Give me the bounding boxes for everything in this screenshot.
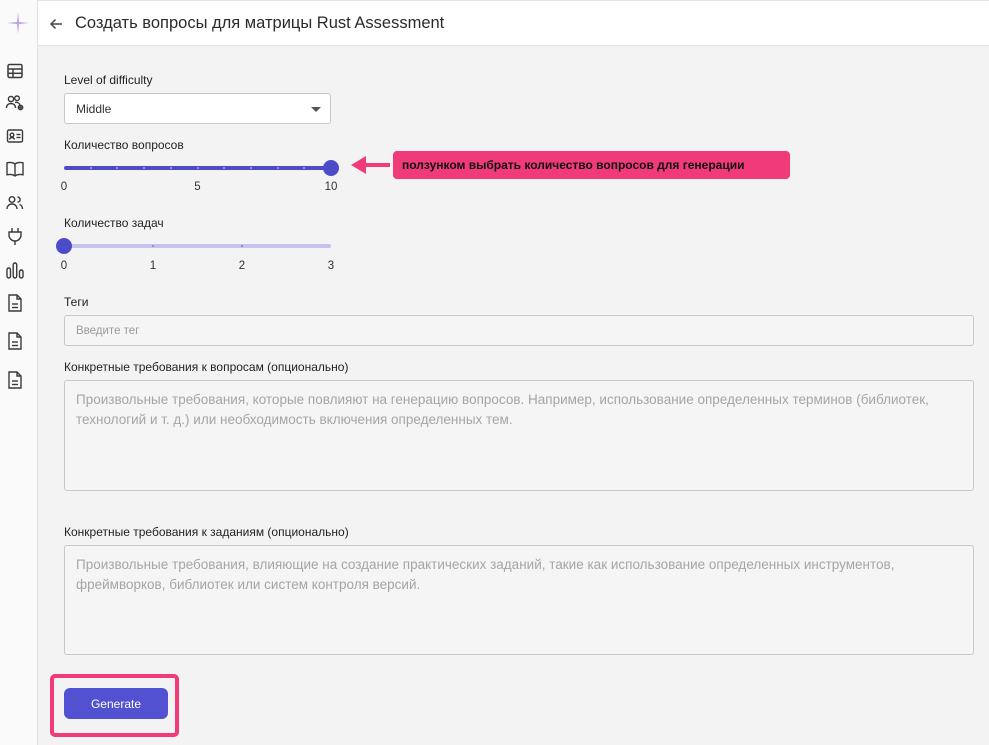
book-icon[interactable]	[4, 158, 26, 180]
caret-down-icon	[311, 107, 321, 112]
tags-placeholder: Введите тег	[76, 325, 140, 337]
bar-chart-icon[interactable]	[4, 259, 26, 281]
difficulty-value: Middle	[76, 102, 112, 116]
difficulty-label: Level of difficulty	[64, 73, 153, 87]
slider-step-mark	[170, 167, 172, 169]
users-icon[interactable]	[4, 192, 26, 214]
tags-label: Теги	[64, 295, 89, 309]
page-title: Создать вопросы для матрицы Rust Assessment	[75, 14, 445, 32]
annotation-callout: ползунком выбрать количество вопросов для генерации	[393, 151, 790, 179]
plug-icon[interactable]	[4, 225, 26, 247]
slider-step-mark	[250, 167, 252, 169]
task-requirements-placeholder: Произвольные требования, влияющие на создание практических заданий, такие как использование определенных инструментов, фреймворков, библиотек или систем контроля версий.	[76, 557, 895, 592]
sidebar	[0, 0, 38, 745]
question-requirements-placeholder: Произвольные требования, которые повлияют на генерацию вопросов. Например, использование определенных терминов (библиотек, технологий и т. д.) или необходимость включения определенных тем.	[76, 392, 929, 427]
document-icon[interactable]	[4, 369, 26, 391]
slider-tick-label: 5	[194, 181, 201, 193]
logo-icon[interactable]	[3, 6, 33, 40]
slider-step-mark	[241, 245, 243, 247]
back-arrow-icon[interactable]	[48, 15, 64, 33]
document-icon[interactable]	[4, 330, 26, 352]
slider-rail	[64, 244, 331, 248]
document-icon[interactable]	[4, 292, 26, 314]
slider-step-mark	[197, 167, 199, 169]
questions-count-label: Количество вопросов	[64, 138, 184, 152]
generate-button[interactable]: Generate	[64, 688, 168, 719]
slider-step-mark	[277, 167, 279, 169]
task-requirements-label: Конкретные требования к заданиям (опционально)	[64, 525, 349, 539]
slider-tick-label: 1	[149, 260, 157, 272]
tags-input[interactable]	[64, 315, 974, 346]
slider-step-mark	[116, 167, 118, 169]
slider-step-mark	[303, 167, 305, 169]
tasks-count-slider[interactable]	[64, 236, 331, 256]
slider-tick-label: 10	[324, 181, 338, 193]
slider-thumb[interactable]	[323, 160, 339, 176]
slider-tick-label: 2	[238, 260, 246, 272]
callout-arrow-icon	[350, 153, 392, 177]
slider-tick-label: 0	[60, 181, 68, 193]
difficulty-select[interactable]	[64, 93, 331, 124]
slider-step-mark	[143, 167, 145, 169]
slider-step-mark	[152, 245, 154, 247]
question-requirements-label: Конкретные требования к вопросам (опционально)	[64, 360, 349, 374]
slider-step-mark	[90, 167, 92, 169]
users-settings-icon[interactable]	[4, 92, 26, 114]
header	[38, 0, 989, 46]
tasks-count-label: Количество задач	[64, 216, 164, 230]
slider-tick-label: 0	[60, 260, 68, 272]
questions-count-slider[interactable]	[64, 158, 331, 178]
question-requirements-textarea[interactable]	[64, 380, 974, 491]
slider-step-mark	[223, 167, 225, 169]
slider-thumb[interactable]	[56, 238, 72, 254]
slider-tick-label: 3	[327, 260, 335, 272]
id-card-icon[interactable]	[4, 125, 26, 147]
table-icon[interactable]	[4, 60, 26, 82]
task-requirements-textarea[interactable]	[64, 545, 974, 655]
